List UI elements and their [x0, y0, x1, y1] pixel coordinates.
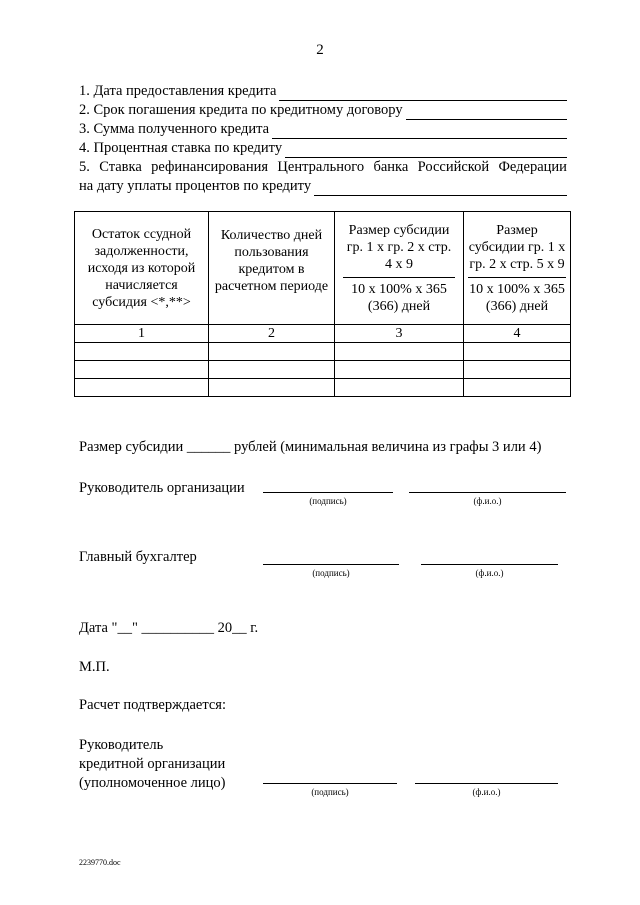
table-cell[interactable]	[335, 343, 464, 361]
field-refinancing-rate-line1	[79, 158, 567, 177]
table-cell[interactable]	[75, 379, 209, 397]
column-number: 3	[335, 325, 464, 343]
formula-denominator: 10 x 100% x 365 (366) дней	[351, 281, 447, 314]
subsidy-amount-line: Размер субсидии ______ рублей (минимальная величина из графы 3 или 4)	[79, 439, 542, 455]
header-subsidy-formula-1	[335, 212, 464, 325]
blank-line	[314, 181, 567, 196]
table-cell[interactable]	[464, 343, 571, 361]
table-cell[interactable]	[209, 343, 335, 361]
header-subsidy-formula-2	[464, 212, 571, 325]
table-row	[75, 361, 571, 379]
credit-org-signature-line[interactable]	[263, 782, 397, 784]
word: Федерации	[498, 159, 567, 175]
header-text: Остаток ссудной задолженности, исходя из которой начисляется субсидия <*,**>	[87, 226, 196, 310]
header-text: Количество дней пользования кредитом в расчетном периоде	[214, 228, 329, 294]
date-line: Дата "__" __________ 20__ г.	[79, 620, 259, 636]
table-cell[interactable]	[209, 361, 335, 379]
word: 5.	[79, 159, 90, 175]
head-signature-line[interactable]	[263, 491, 393, 493]
field-label: 3. Сумма полученного кредита	[79, 121, 270, 137]
table-cell[interactable]	[75, 343, 209, 361]
field-repayment-term	[79, 101, 567, 120]
head-of-org-label: Руководитель организации	[79, 480, 245, 496]
name-caption: (ф.и.о.)	[473, 496, 502, 506]
credit-fields	[79, 82, 567, 196]
formula-denominator: 10 x 100% x 365 (366) дней	[469, 281, 565, 314]
header-loan-balance	[75, 212, 209, 325]
label-line: Руководитель	[79, 737, 164, 753]
field-label: на дату уплаты процентов по кредиту	[79, 178, 312, 194]
confirmation-text: Расчет подтверждается:	[79, 697, 227, 713]
label-line: (уполномоченное лицо)	[79, 775, 226, 791]
page-number: 2	[316, 42, 324, 58]
name-caption: (ф.и.о.)	[472, 787, 501, 797]
word: банка	[373, 159, 409, 175]
label-line: кредитной организации	[79, 756, 226, 772]
table-cell[interactable]	[464, 379, 571, 397]
accountant-signature-line[interactable]	[263, 563, 399, 565]
document-file-code: 2239770.doc	[79, 858, 121, 867]
field-refinancing-rate-line2	[79, 177, 567, 196]
signature-caption: (подпись)	[312, 568, 350, 578]
field-credit-date	[79, 82, 567, 101]
header-days-count	[209, 212, 335, 325]
stamp-place: М.П.	[79, 659, 110, 675]
word: рефинансирования	[151, 159, 269, 175]
table-cell[interactable]	[335, 361, 464, 379]
field-label: 4. Процентная ставка по кредиту	[79, 140, 283, 156]
field-label: 1. Дата предоставления кредита	[79, 83, 277, 99]
column-number: 4	[464, 325, 571, 343]
word: Российской	[417, 159, 490, 175]
word: Центрального	[277, 159, 365, 175]
blank-line	[279, 86, 567, 101]
table-header-row	[75, 212, 571, 325]
blank-line	[285, 143, 567, 158]
subsidy-calculation-table	[74, 211, 571, 397]
column-number-row	[75, 325, 571, 343]
column-number: 1	[75, 325, 209, 343]
column-number: 2	[209, 325, 335, 343]
formula-numerator: Размер субсидии гр. 1 x гр. 2 x стр. 5 x 9	[468, 222, 566, 278]
signature-caption: (подпись)	[311, 787, 349, 797]
table-row	[75, 343, 571, 361]
signature-caption: (подпись)	[309, 496, 347, 506]
accountant-name-line[interactable]	[421, 563, 558, 565]
table-cell[interactable]	[335, 379, 464, 397]
table-row	[75, 379, 571, 397]
head-name-line[interactable]	[409, 491, 566, 493]
field-label: 2. Срок погашения кредита по кредитному договору	[79, 102, 403, 118]
table-cell[interactable]	[464, 361, 571, 379]
table-cell[interactable]	[75, 361, 209, 379]
word: Ставка	[99, 159, 142, 175]
field-credit-amount	[79, 120, 567, 139]
credit-org-head-label	[79, 736, 226, 793]
credit-org-name-line[interactable]	[415, 782, 558, 784]
chief-accountant-label: Главный бухгалтер	[79, 549, 197, 565]
name-caption: (ф.и.о.)	[475, 568, 504, 578]
field-interest-rate	[79, 139, 567, 158]
table-cell[interactable]	[209, 379, 335, 397]
formula-numerator: Размер субсидии гр. 1 x гр. 2 x стр. 4 x 9	[343, 222, 455, 278]
blank-line	[406, 105, 567, 120]
blank-line	[272, 124, 567, 139]
